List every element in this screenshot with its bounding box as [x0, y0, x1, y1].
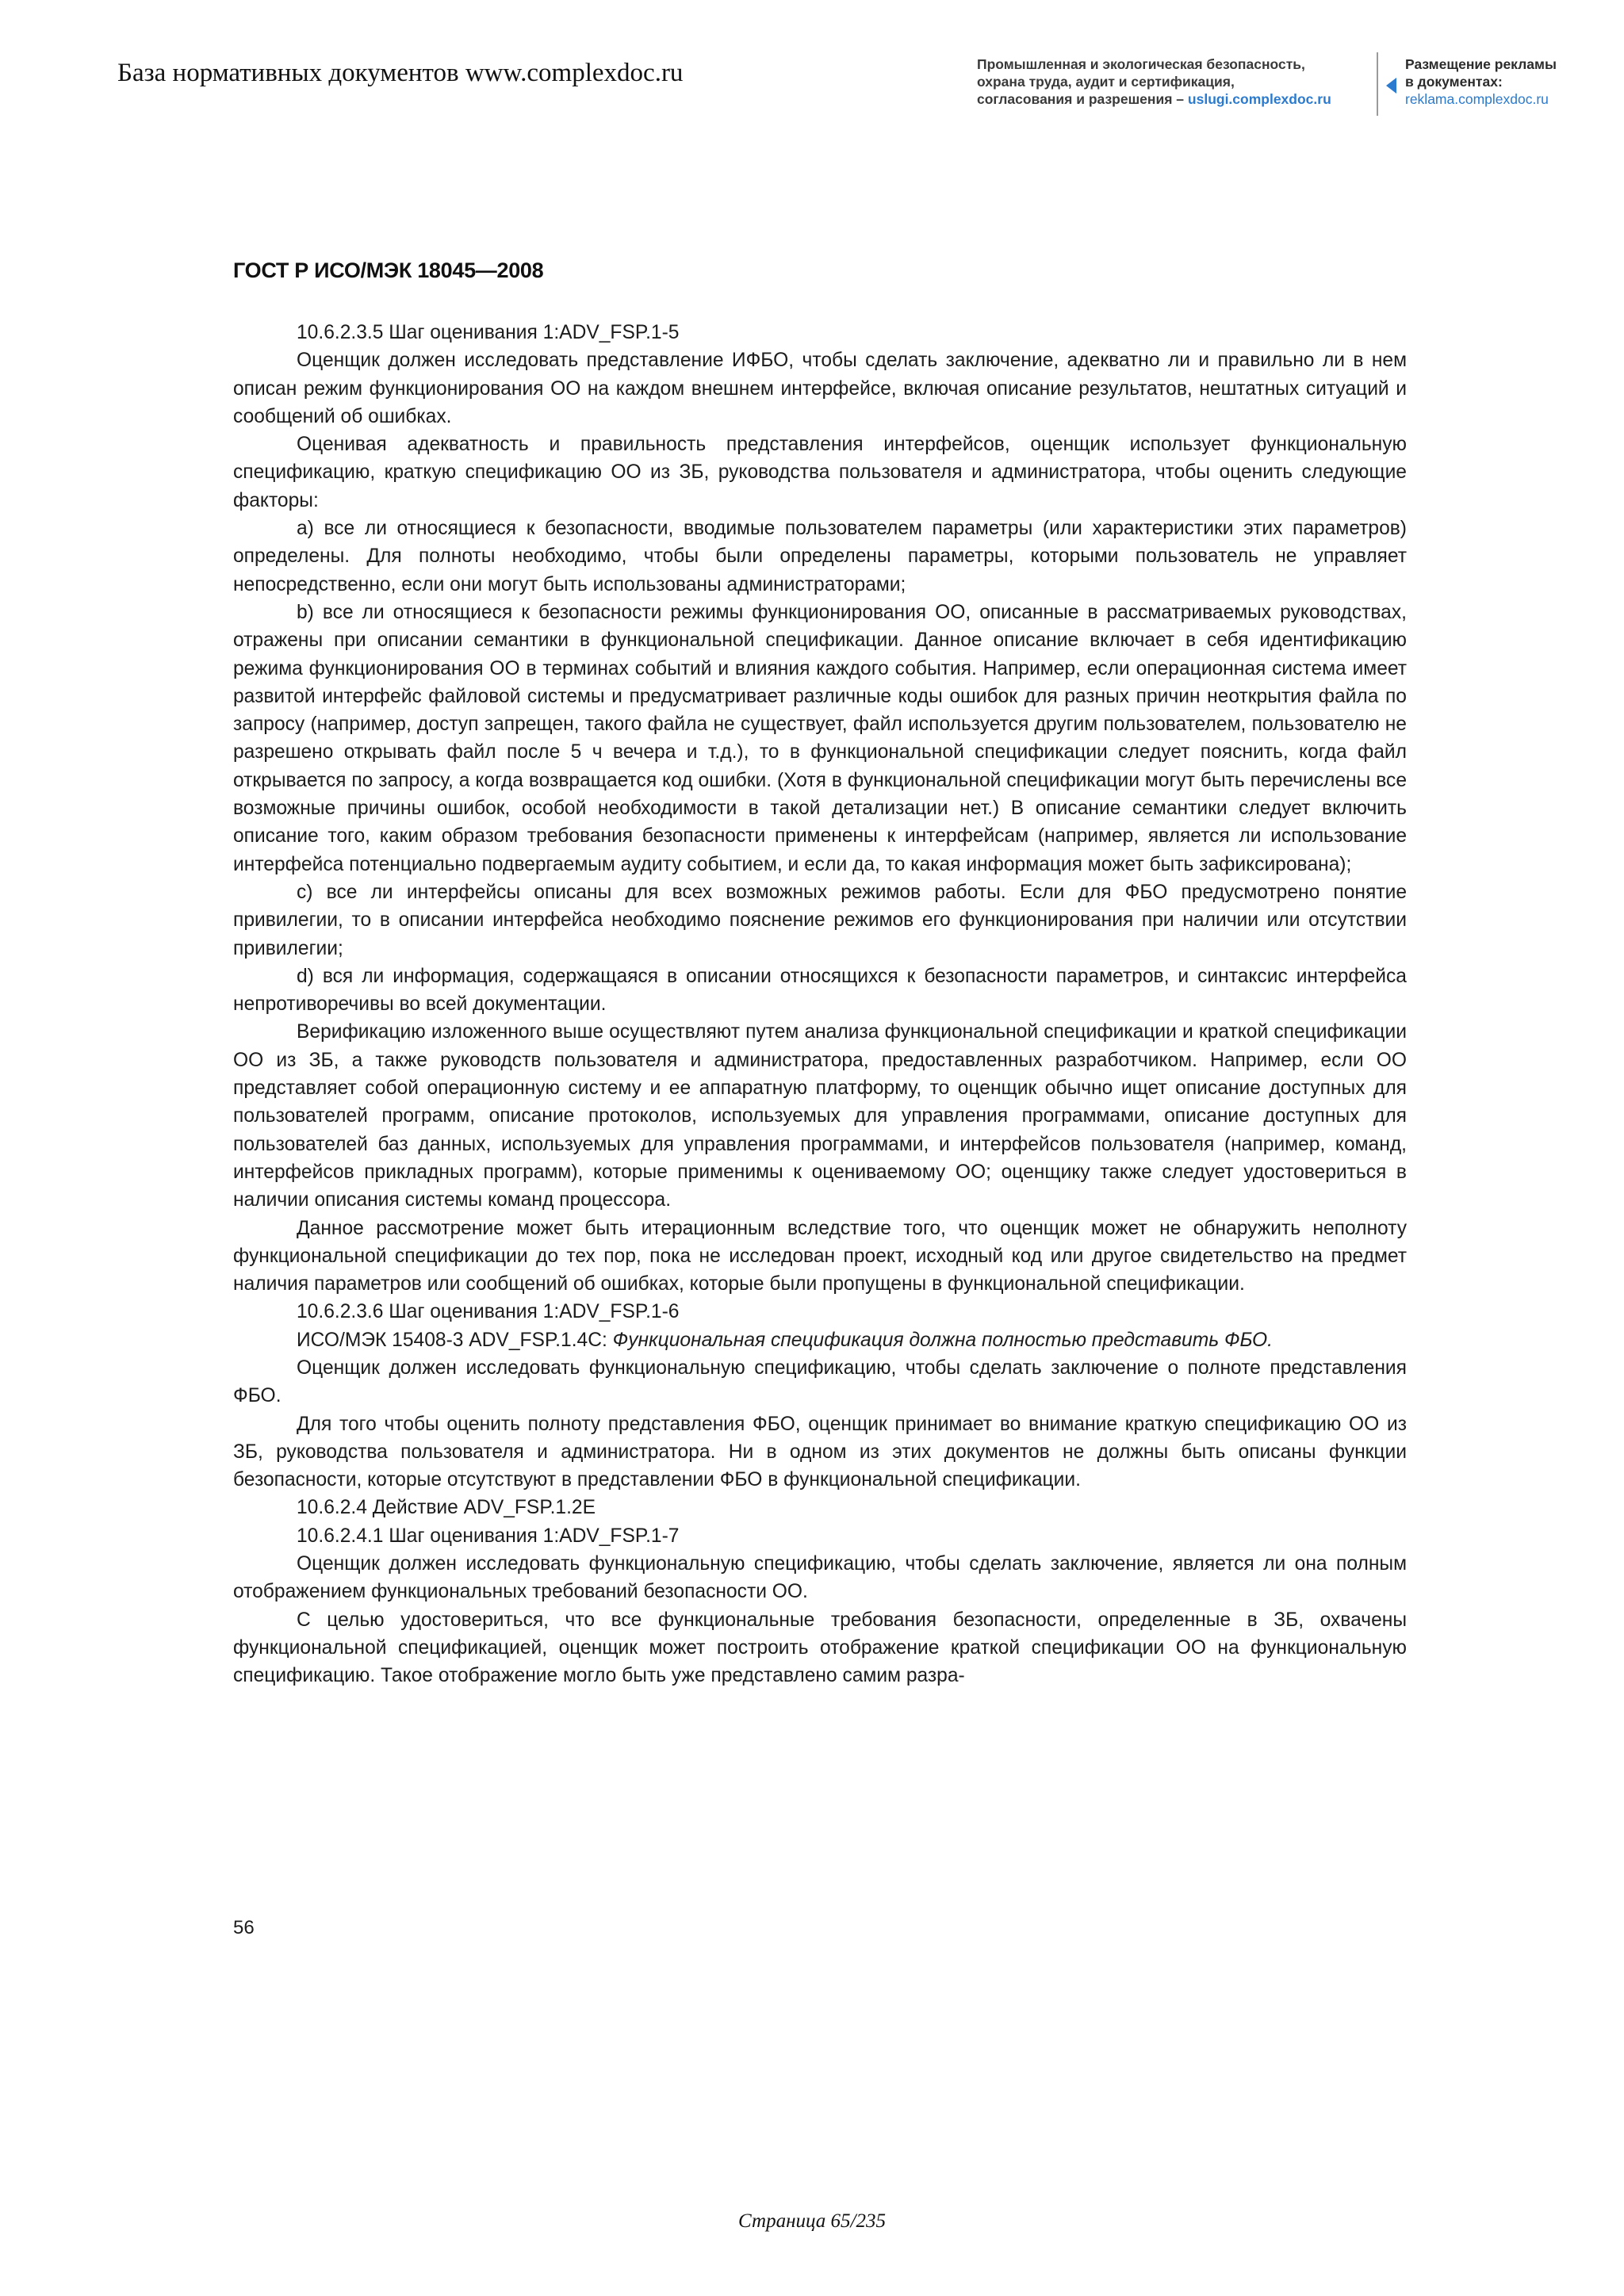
iso-reference [233, 1326, 1407, 1354]
services-promo [977, 55, 1373, 108]
services-promo-text: согласования и разрешения – [977, 91, 1188, 107]
advertising-promo-line: в документах: [1405, 74, 1503, 90]
section-heading: 10.6.2.4 Действие ADV_FSP.1.2E [297, 1497, 596, 1519]
section-heading: 10.6.2.3.5 Шаг оценивания 1:ADV_FSP.1-5 [297, 322, 680, 343]
advertising-promo-line: Размещение рекламы [1405, 56, 1557, 72]
services-promo-line: охрана труда, аудит и сертификация, [977, 74, 1235, 90]
advertising-link[interactable]: reklama.complexdoc.ru [1405, 91, 1549, 107]
paragraph: Оценщик должен исследовать функциональную спецификацию, чтобы сделать заключение, является ли она полным отображением функциональных требований безопасности ОО. [233, 1553, 1407, 1603]
advertising-promo [1405, 55, 1611, 108]
page-number: 56 [233, 1917, 255, 1938]
services-promo-line: Промышленная и экологическая безопасность, [977, 56, 1305, 72]
paragraph: Верификацию изложенного выше осуществляют путем анализа функциональной спецификации и краткой спецификации ОО из ЗБ, а также руководств пользователя и администратора, предоставленных разработчиком. Например, если ОО представляет собой операционную систему и ее аппаратную платформу, то оценщик обычно ищет описание доступных для пользователей программ, описание протоколов, используемых для управления программами, описание доступных для пользователей баз данных, используемых для управления программами, и интерфейсов пользователя (например, команд, интерфейсов прикладных программ), которые применимы к оцениваемому ОО; оценщику также следует удостовериться в наличии описания системы команд процессора. [233, 1021, 1407, 1211]
list-item: d) вся ли информация, содержащаяся в описании относящихся к безопасности параметров, и синтаксис интерфейса непротиворечивы во всей документации. [233, 965, 1407, 1016]
services-promo-line [977, 90, 1373, 108]
site-title: База нормативных документов www.complexdoc.ru [117, 59, 684, 87]
list-item: b) все ли относящиеся к безопасности режимы функционирования ОО, описанные в рассматриваемых руководствах, отражены при описании семантики в функциональной спецификации. Данное описание включает в себя идентификацию режима функционирования ОО в терминах событий и влияния каждого события. Например, если операционная система имеет развитой интерфейс файловой системы и предусматривает различные коды ошибок для разных причин неоткрытия файла по запросу (например, доступ запрещен, такого файла не существует, файл используется другим пользователем, пользователю не разрешено открывать файл после 5 ч вечера и т.д.), то в функциональной спецификации следует пояснить, когда файл открывается по запросу, а когда возвращается код ошибки. (Хотя в функциональной спецификации могут быть перечислены все возможные причины ошибок, особой необходимости в такой детализации нет.) В описание семантики следует включить описание того, каким образом требования безопасности применены к интерфейсам (например, является ли использование интерфейса потенциально подвергаемым аудиту событием, и если да, то какая информация может быть зафиксирована); [233, 601, 1407, 875]
arrow-left-icon [1386, 78, 1396, 94]
paragraph: Для того чтобы оценить полноту представления ФБО, оценщик принимает во внимание краткую спецификацию ОО из ЗБ, руководства пользователя и администратора. Ни в одном из этих документов не должны быть описаны функции безопасности, которые отсутствуют в представлении ФБО в функциональной спецификации. [233, 1413, 1407, 1491]
list-item: c) все ли интерфейсы описаны для всех возможных режимов работы. Если для ФБО предусмотрено понятие привилегии, то в описании интерфейса необходимо пояснение режимов его функционирования при наличии или отсутствии привилегии; [233, 881, 1407, 959]
section-heading: 10.6.2.4.1 Шаг оценивания 1:ADV_FSP.1-7 [297, 1525, 680, 1547]
document-body [233, 319, 1407, 1690]
paragraph: Данное рассмотрение может быть итерационным вследствие того, что оценщик может не обнаружить неполноту функциональной спецификации до тех пор, пока не исследован проект, исходный код или другое свидетельство на предмет наличия параметров или сообщений об ошибках, которые были пропущены в функциональной спецификации. [233, 1217, 1407, 1295]
paragraph: Оценщик должен исследовать представление ИФБО, чтобы сделать заключение, адекватно ли и правильно ли в нем описан режим функционирования ОО на каждом внешнем интерфейсе, включая описание результатов, нештатных ситуаций и сообщений об ошибках. [233, 350, 1407, 427]
document-header: ГОСТ Р ИСО/МЭК 18045—2008 [233, 258, 544, 282]
page-footer: Страница 65/235 [738, 2210, 886, 2232]
iso-reference-text: Функциональная спецификация должна полностью представить ФБО. [612, 1329, 1273, 1351]
paragraph: С целью удостовериться, что все функциональные требования безопасности, определенные в ЗБ, охвачены функциональной спецификацией, оценщик может построить отображение краткой спецификации ОО на функциональную спецификацию. Такое отображение могло быть уже представлено самим разра- [233, 1609, 1407, 1687]
paragraph: Оценщик должен исследовать функциональную спецификацию, чтобы сделать заключение о полноте представления ФБО. [233, 1357, 1407, 1407]
promo-divider [1377, 52, 1378, 116]
section-heading: 10.6.2.3.6 Шаг оценивания 1:ADV_FSP.1-6 [297, 1301, 680, 1323]
list-item: a) все ли относящиеся к безопасности, вводимые пользователем параметры (или характеристики этих параметров) определены. Для полноты необходимо, чтобы были определены параметры, которыми пользователь не управляет непосредственно, если они могут быть использованы администраторами; [233, 518, 1407, 595]
services-link[interactable]: uslugi.complexdoc.ru [1187, 91, 1331, 107]
paragraph: Оценивая адекватность и правильность представления интерфейсов, оценщик использует функциональную спецификацию, краткую спецификацию ОО из ЗБ, руководства пользователя и администратора, чтобы оценить следующие факторы: [233, 434, 1407, 511]
iso-reference-code: ИСО/МЭК 15408-3 ADV_FSP.1.4C: [297, 1329, 613, 1351]
